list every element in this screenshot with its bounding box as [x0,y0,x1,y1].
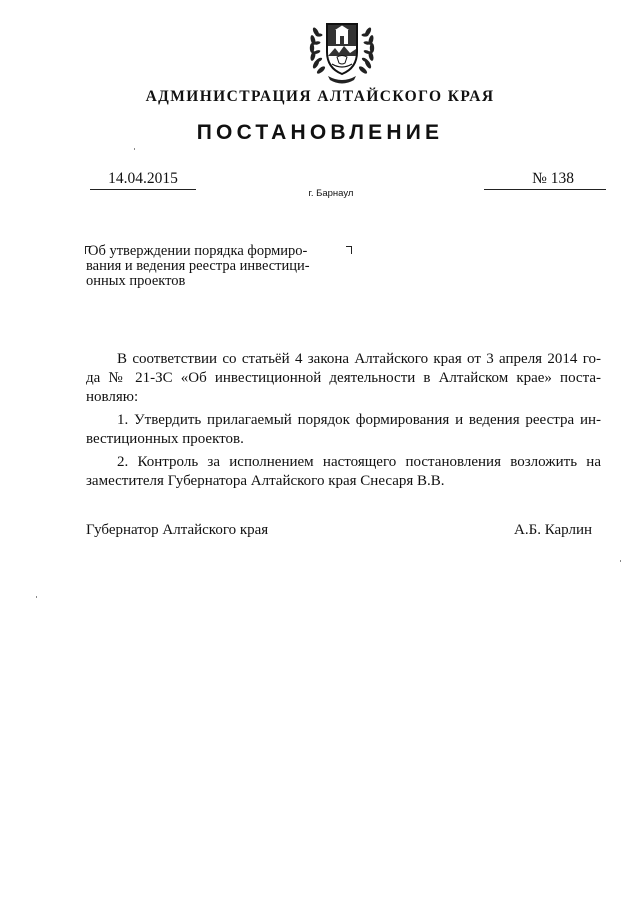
scan-speck [620,560,621,562]
altai-krai-coat-of-arms-icon [306,12,378,88]
document-city: г. Барнаул [308,188,354,199]
subject-line: Об утверждении порядка формиро- [88,243,308,259]
organization-name: АДМИНИСТРАЦИЯ АЛТАЙСКОГО КРАЯ [145,88,495,105]
document-number [484,170,606,190]
signatory-name: А.Б. Карлин [514,522,593,538]
document-number-text: № 138 [532,170,574,187]
document-date: 14.04.2015 [90,170,196,190]
body-line: новляю: [86,389,139,405]
body-line: заместителя Губернатора Алтайского края Снесаря В.В. [86,473,445,489]
body-line: В соответствии со статьёй 4 закона Алтайского края от 3 апреля 2014 го- [117,351,601,367]
scan-speck [36,596,37,598]
body-line: вестиционных проектов. [86,431,244,447]
subject-corner-right [346,246,352,254]
document-type: ПОСТАНОВЛЕНИЕ [196,121,444,144]
subject-corner-left [85,246,91,254]
subject-line: онных проектов [86,273,186,289]
scan-speck [134,148,135,150]
document-subject [86,244,356,289]
document-body [86,350,601,491]
body-line: 2. Контроль за исполнением настоящего постановления возложить на [117,454,601,470]
subject-line: вания и ведения реестра инвестици- [86,258,310,274]
signatory-position: Губернатор Алтайского края [86,522,269,538]
body-line: да № 21-ЗС «Об инвестиционной деятельности в Алтайском крае» поста- [86,370,601,386]
body-line: 1. Утвердить прилагаемый порядок формирования и ведения реестра ин- [117,412,601,428]
